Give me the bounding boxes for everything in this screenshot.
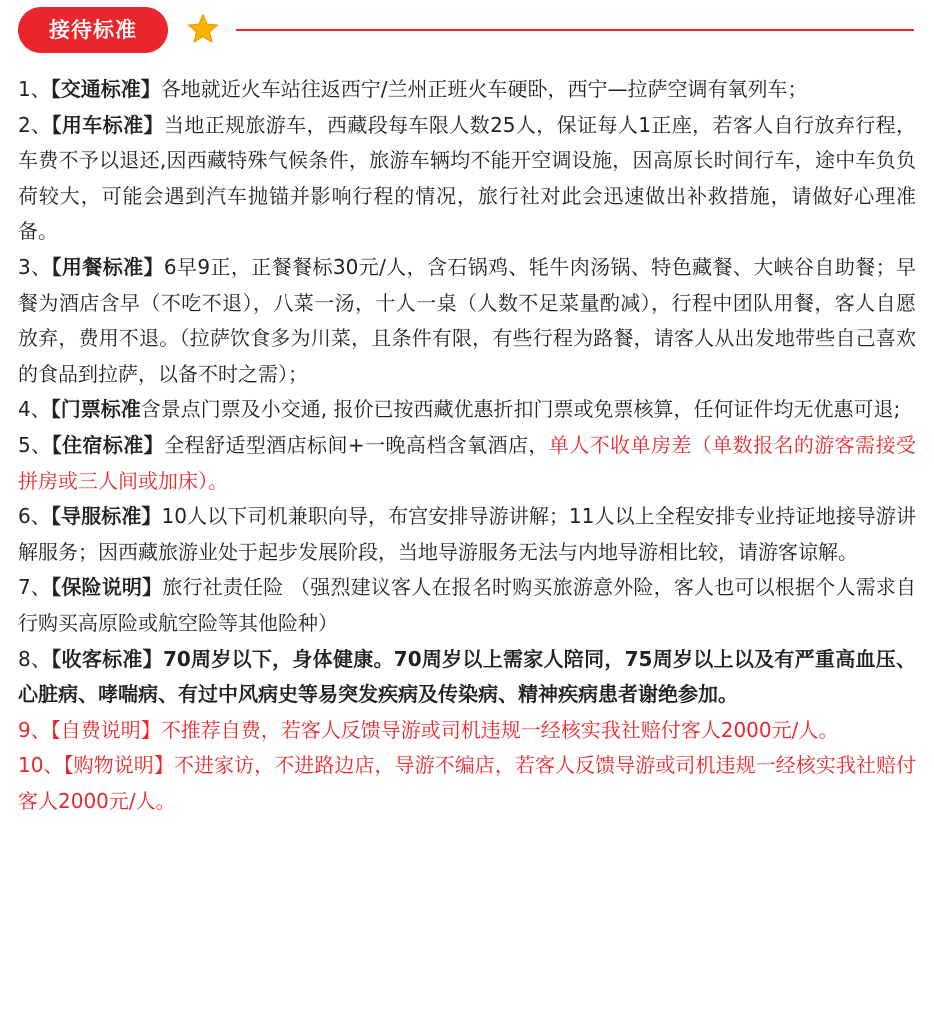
item-label: 【交通标准】 bbox=[50, 77, 161, 101]
section-title-badge: 接待标准 bbox=[18, 7, 168, 53]
item-label: 【购物说明】 bbox=[63, 753, 174, 778]
list-item-transport bbox=[18, 72, 916, 108]
item-number: 3、 bbox=[18, 254, 52, 279]
item-number: 5、 bbox=[18, 432, 52, 457]
standards-list bbox=[18, 72, 916, 819]
item-text: 全程舒适型酒店标间+一晚高档含氧酒店， bbox=[164, 432, 549, 457]
item-label: 【自费说明】 bbox=[50, 717, 161, 742]
item-label: 【导服标准】 bbox=[50, 504, 162, 529]
list-item-tickets bbox=[18, 392, 916, 428]
item-number: 9、 bbox=[18, 717, 51, 742]
item-label: 【门票标准 bbox=[50, 397, 141, 422]
list-item-vehicle bbox=[18, 108, 916, 250]
section-header bbox=[0, 0, 934, 60]
item-text: 当地正规旅游车，西藏段每车限人数25人，保证每人1正座，若客人自行放弃行程，车费不予以退还,因西藏特殊气候条件，旅游车辆均不能开空调设施，因高原长时间行车，途中车负负荷较大，可能会遇到汽车抛锚并影响行程的情况，旅行社对此会迅速做出补救措施，请做好心理准备。 bbox=[18, 112, 917, 244]
list-item-optional-expenses bbox=[18, 713, 916, 749]
item-text: 含景点门票及小交通, 报价已按西藏优惠折扣门票或免票核算，任何证件均无优惠可退; bbox=[140, 397, 901, 422]
item-label: 【住宿标准】 bbox=[51, 432, 165, 457]
item-text: 旅行社责任险 （强烈建议客人在报名时购买旅游意外险，客人也可以根据个人需求自行购买高原险或航空险等其他险种） bbox=[18, 575, 916, 635]
item-text: 不推荐自费，若客人反馈导游或司机违规一经核实我社赔付客人2000元/人。 bbox=[160, 717, 839, 742]
item-number: 7、 bbox=[18, 575, 52, 600]
list-item-insurance bbox=[18, 570, 916, 641]
item-number: 6、 bbox=[18, 504, 51, 529]
item-text: 不进家访，不进路边店，导游不编店，若客人反馈导游或司机违规一经核实我社赔付客人2000元/人。 bbox=[18, 753, 917, 813]
item-highlight-text: 单人不收单房差（单数报名的游客需接受拼房或三人间或加床）。 bbox=[18, 432, 917, 493]
item-number: 1、 bbox=[18, 77, 51, 101]
item-label: 【保险说明】 bbox=[51, 575, 163, 600]
item-bold-text: 70周岁以下，身体健康。70周岁以上需家人陪同，75周岁以上以及有严重高血压、心脏病、哮喘病、有过中风病史等易突发疾病及传染病、精神疾病患者谢绝参加。 bbox=[18, 646, 917, 707]
star-icon bbox=[186, 12, 220, 46]
item-text: 10人以下司机兼职向导，布宫安排导游讲解；11人以上全程安排专业持证地接导游讲解服务；因西藏旅游业处于起步发展阶段，当地导游服务无法与内地导游相比较，请游客谅解。 bbox=[18, 504, 916, 564]
list-item-shopping bbox=[18, 748, 916, 819]
item-text: 各地就近火车站往返西宁/兰州正班火车硬卧，西宁—拉萨空调有氧列车； bbox=[160, 77, 808, 101]
item-label: 【用车标准】 bbox=[51, 112, 164, 137]
item-number: 8、 bbox=[18, 646, 52, 671]
header-divider bbox=[236, 29, 914, 31]
item-number: 10、 bbox=[18, 753, 64, 778]
item-label: 【收客标准】 bbox=[51, 646, 163, 671]
list-item-accommodation bbox=[18, 428, 916, 499]
list-item-meals bbox=[18, 250, 916, 392]
item-text: 6早9正，正餐餐标30元/人，含石锅鸡、牦牛肉汤锅、特色藏餐、大峡谷自助餐；早餐为酒店含早（不吃不退），八菜一汤，十人一桌（人数不足菜量酌减），行程中团队用餐，客人自愿放弃，费用不退。（拉萨饮食多为川菜，且条件有限，有些行程为路餐，请客人从出发地带些自己喜欢的食品到拉萨，以备不时之需）； bbox=[18, 254, 917, 386]
item-label: 【用餐标准】 bbox=[51, 254, 164, 279]
item-number: 4、 bbox=[18, 397, 51, 422]
list-item-guide bbox=[18, 499, 916, 570]
item-number: 2、 bbox=[18, 112, 52, 137]
list-item-eligibility bbox=[18, 642, 916, 713]
